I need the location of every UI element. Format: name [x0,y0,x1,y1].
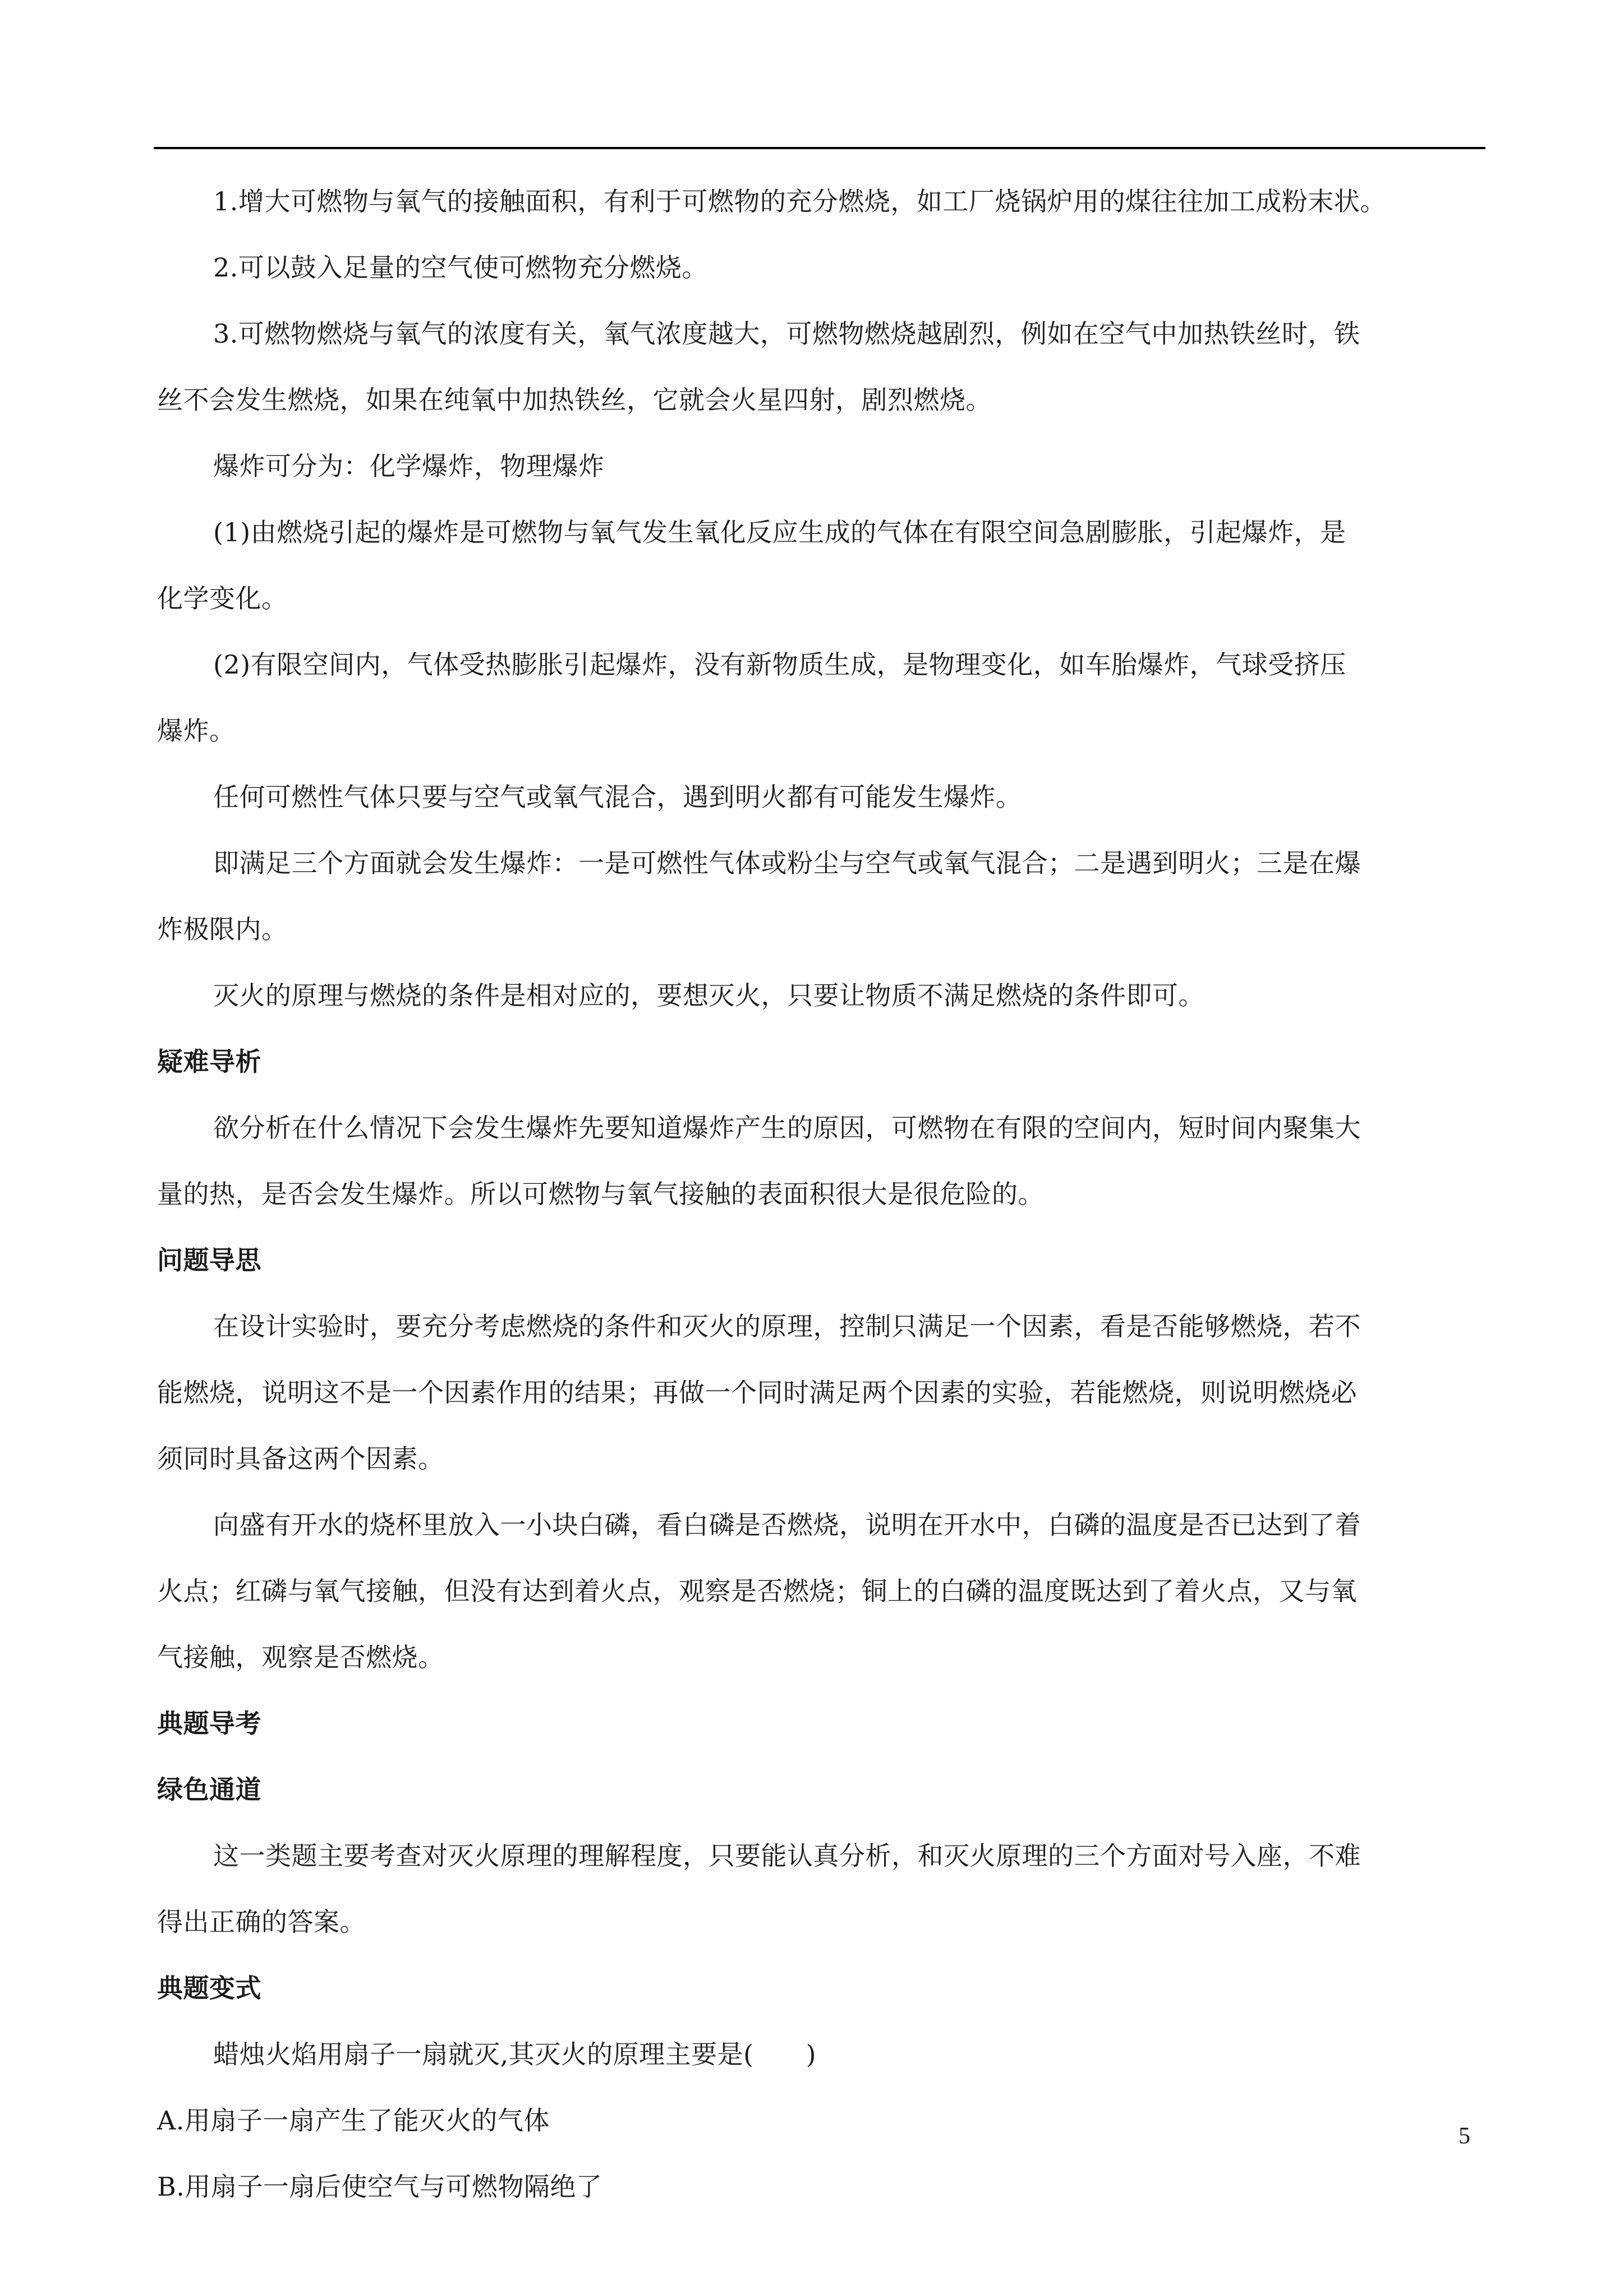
paragraph-line: (1)由燃烧引起的爆炸是可燃物与氧气发生氧化反应生成的气体在有限空间急剧膨胀，引起爆炸，是 [213,517,1346,547]
paragraph-line: 任何可燃性气体只要与空气或氧气混合，遇到明火都有可能发生爆炸。 [213,782,1022,812]
answer-option: A.用扇子一扇产生了能灭火的气体 [157,2105,550,2136]
paragraph-line: 这一类题主要考查对灭火原理的理解程度，只要能认真分析，和灭火原理的三个方面对号入座，不难 [213,1841,1361,1871]
section-heading: 典题导考 [157,1708,261,1739]
paragraph-line: 爆炸。 [157,716,236,746]
section-heading: 问题导思 [157,1245,261,1275]
answer-option: B.用扇子一扇后使空气与可燃物隔绝了 [157,2171,602,2202]
document-body [157,168,1485,2220]
paragraph-line: 化学变化。 [157,583,288,614]
paragraph-line: 能燃烧，说明这不是一个因素作用的结果；再做一个同时满足两个因素的实验，若能燃烧，则说明燃烧必 [157,1377,1357,1408]
paragraph-line: 2.可以鼓入足量的空气使可燃物充分燃烧。 [213,252,708,283]
paragraph-line: (2)有限空间内，气体受热膨胀引起爆炸，没有新物质生成，是物理变化，如车胎爆炸，气球受挤压 [213,649,1346,680]
paragraph-line: 欲分析在什么情况下会发生爆炸先要知道爆炸产生的原因，可燃物在有限的空间内，短时间内聚集大 [213,1113,1361,1143]
paragraph-line: 丝不会发生燃烧，如果在纯氧中加热铁丝，它就会火星四射，剧烈燃烧。 [157,385,992,415]
section-heading: 绿色通道 [157,1774,261,1805]
paragraph-line: 须同时具备这两个因素。 [157,1444,444,1474]
paragraph-line: 气接触，观察是否燃烧。 [157,1642,444,1672]
paragraph-line: 炸极限内。 [157,914,288,944]
paragraph-line: 3.可燃物燃烧与氧气的浓度有关，氧气浓度越大，可燃物燃烧越剧烈，例如在空气中加热铁丝时，铁 [213,319,1360,349]
section-heading: 疑难导析 [157,1046,261,1077]
paragraph-line: 1.增大可燃物与氧气的接触面积，有利于可燃物的充分燃烧，如工厂烧锅炉用的煤往往加工成粉末状。 [213,186,1386,216]
paragraph-line: 量的热，是否会发生爆炸。所以可燃物与氧气接触的表面积很大是很危险的。 [157,1179,1044,1209]
paragraph-line: 在设计实验时，要充分考虑燃烧的条件和灭火的原理，控制只满足一个因素，看是否能够燃烧，若不 [213,1311,1361,1341]
paragraph-line: 火点；红磷与氧气接触，但没有达到着火点，观察是否燃烧；铜上的白磷的温度既达到了着火点，又与氧 [157,1576,1357,1606]
page-number: 5 [1459,2123,1470,2149]
section-heading: 典题变式 [157,1973,261,2003]
paragraph-line: 向盛有开水的烧杯里放入一小块白磷，看白磷是否燃烧，说明在开水中，白磷的温度是否已达到了着 [213,1510,1361,1540]
paragraph-line: 爆炸可分为：化学爆炸，物理爆炸 [213,451,605,481]
paragraph-line: 灭火的原理与燃烧的条件是相对应的，要想灭火，只要让物质不满足燃烧的条件即可。 [213,980,1204,1011]
paragraph-line: 蜡烛火焰用扇子一扇就灭,其灭火的原理主要是( ) [213,2039,817,2069]
header-rule [154,147,1485,149]
paragraph-line: 得出正确的答案。 [157,1907,366,1937]
paragraph-line: 即满足三个方面就会发生爆炸：一是可燃性气体或粉尘与空气或氧气混合；二是遇到明火；三是在爆 [213,848,1361,878]
